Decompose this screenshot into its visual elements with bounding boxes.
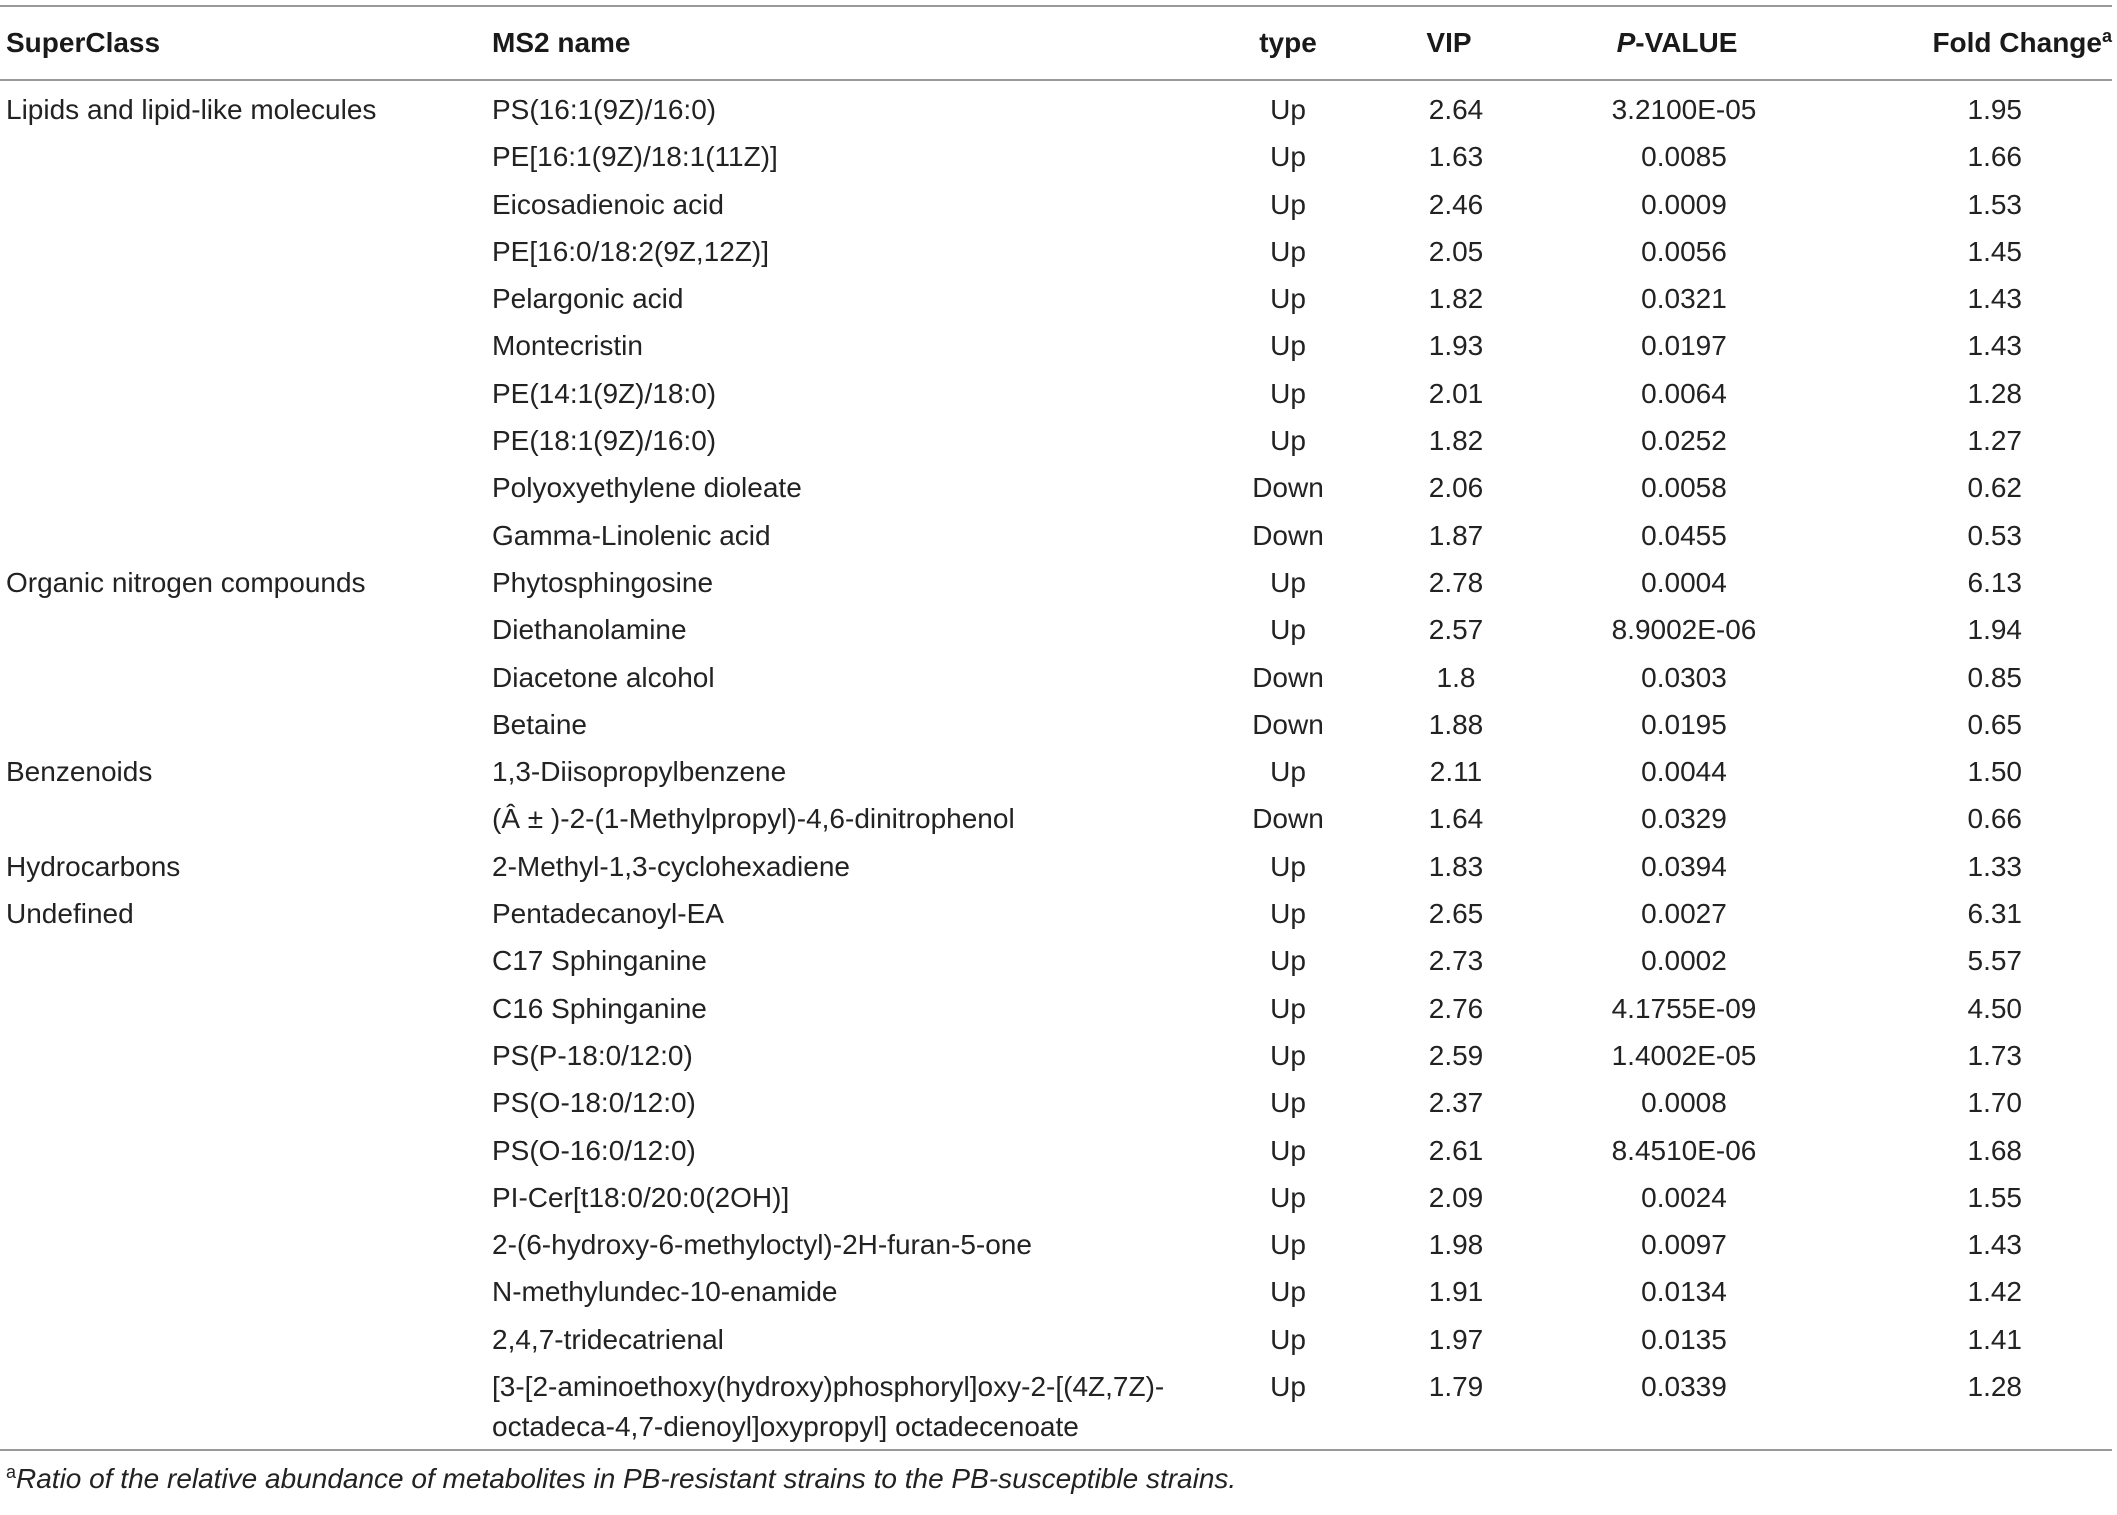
ms2-name-cell xyxy=(492,1367,1208,1447)
table-row xyxy=(0,371,2112,418)
pvalue-cell: 0.0085 xyxy=(1641,141,1727,173)
fold-change-cell: 1.28 xyxy=(1967,1371,2022,1403)
fold-change-cell: 0.62 xyxy=(1967,472,2022,504)
vip-cell: 1.82 xyxy=(1428,283,1484,315)
fold-change-cell: 1.55 xyxy=(1967,1181,2022,1213)
table-row xyxy=(0,276,2112,323)
ms2-name-text: [3-[2-aminoethoxy(hydroxy)phosphoryl]oxy-2-[(4Z,7Z)-octadeca-4,7-dienoyl]oxypropyl] octadecenoate xyxy=(492,1371,1165,1443)
type-cell: Up xyxy=(1270,283,1306,315)
ms2-name-cell xyxy=(492,279,1208,319)
ms2-name-cell xyxy=(492,752,1208,792)
ms2-name-text: 1,3-Diisopropylbenzene xyxy=(492,756,787,788)
header-fold-change xyxy=(1824,23,2112,63)
type-cell: Up xyxy=(1270,141,1306,173)
table-body xyxy=(0,81,2112,1449)
table-row xyxy=(0,796,2112,843)
ms2-name-text: Eicosadienoic acid xyxy=(492,188,724,220)
fold-change-cell: 1.45 xyxy=(1967,235,2022,267)
header-ms2-name: MS2 name xyxy=(492,27,631,58)
fold-change-cell: 1.41 xyxy=(1967,1323,2022,1355)
vip-cell: 2.61 xyxy=(1428,1134,1484,1166)
vip-cell: 2.78 xyxy=(1428,566,1484,598)
vip-cell: 2.64 xyxy=(1428,94,1484,125)
ms2-name-text: Phytosphingosine xyxy=(492,566,714,598)
type-cell: Up xyxy=(1270,1276,1306,1308)
pvalue-cell: 0.0004 xyxy=(1641,566,1727,598)
vip-cell: 2.37 xyxy=(1428,1087,1484,1119)
type-cell: Up xyxy=(1270,756,1306,788)
header-pvalue-italic: P xyxy=(1616,27,1636,58)
ms2-name-cell xyxy=(492,610,1208,650)
vip-cell: 1.79 xyxy=(1428,1371,1484,1403)
fold-change-cell: 1.43 xyxy=(1967,283,2022,315)
ms2-name-text: Gamma-Linolenic acid xyxy=(492,519,771,551)
vip-cell: 1.83 xyxy=(1428,850,1484,882)
table-row xyxy=(0,891,2112,938)
footnote-mark: a xyxy=(6,1462,17,1483)
vip-cell: 1.88 xyxy=(1428,708,1484,740)
header-type: type xyxy=(1259,27,1317,58)
fold-change-cell: 6.31 xyxy=(1967,898,2022,930)
vip-cell: 2.73 xyxy=(1428,945,1484,977)
ms2-name-cell xyxy=(492,563,1208,603)
header-fold-change-label: Fold Change xyxy=(1932,27,2102,58)
type-cell: Up xyxy=(1270,1229,1306,1261)
fold-change-cell: 1.94 xyxy=(1967,614,2022,646)
ms2-name-cell xyxy=(492,468,1208,508)
pvalue-cell: 0.0044 xyxy=(1641,756,1727,788)
type-cell: Up xyxy=(1270,614,1306,646)
ms2-name-text: Montecristin xyxy=(492,330,643,362)
type-cell: Up xyxy=(1270,898,1306,930)
fold-change-cell: 1.27 xyxy=(1967,425,2022,457)
ms2-name-text: N-methylundec-10-enamide xyxy=(492,1276,838,1308)
fold-change-cell: 1.50 xyxy=(1967,756,2022,788)
table-row xyxy=(0,702,2112,749)
ms2-name-cell xyxy=(492,847,1208,887)
table-row xyxy=(0,938,2112,985)
type-cell: Down xyxy=(1252,661,1324,693)
pvalue-cell: 0.0195 xyxy=(1641,708,1727,740)
vip-cell: 2.65 xyxy=(1428,898,1484,930)
superclass-cell: Undefined xyxy=(6,898,134,930)
table-row xyxy=(0,844,2112,891)
header-pvalue xyxy=(1530,23,1824,63)
vip-cell: 2.59 xyxy=(1428,1039,1484,1071)
table-row xyxy=(0,1364,2112,1447)
fold-change-cell: 0.66 xyxy=(1967,803,2022,835)
superclass-cell: Benzenoids xyxy=(6,756,153,788)
header-superclass: SuperClass xyxy=(6,27,161,58)
fold-change-cell: 5.57 xyxy=(1967,945,2022,977)
fold-change-cell: 0.53 xyxy=(1967,519,2022,551)
superclass-cell: Lipids and lipid-like molecules xyxy=(6,94,377,125)
pvalue-cell: 1.4002E-05 xyxy=(1611,1039,1757,1071)
pvalue-cell: 0.0058 xyxy=(1641,472,1727,504)
pvalue-cell: 0.0303 xyxy=(1641,661,1727,693)
type-cell: Down xyxy=(1252,708,1324,740)
vip-cell: 1.64 xyxy=(1428,803,1484,835)
ms2-name-cell xyxy=(492,421,1208,461)
metabolite-table xyxy=(0,5,2112,1495)
table-row xyxy=(0,87,2112,134)
vip-cell: 2.11 xyxy=(1429,756,1483,788)
ms2-name-cell xyxy=(492,705,1208,745)
type-cell: Down xyxy=(1252,519,1324,551)
table-row xyxy=(0,323,2112,370)
ms2-name-text: Polyoxyethylene dioleate xyxy=(492,472,802,504)
table-footnote xyxy=(0,1451,2112,1495)
ms2-name-text: PS(O-16:0/12:0) xyxy=(492,1134,696,1166)
vip-cell: 1.8 xyxy=(1436,661,1476,693)
pvalue-cell: 0.0002 xyxy=(1641,945,1727,977)
fold-change-cell: 6.13 xyxy=(1967,566,2022,598)
superclass-cell: Hydrocarbons xyxy=(6,850,181,882)
header-vip: VIP xyxy=(1426,27,1472,58)
ms2-name-cell xyxy=(492,185,1208,225)
ms2-name-cell xyxy=(492,232,1208,272)
type-cell: Down xyxy=(1252,472,1324,504)
ms2-name-cell xyxy=(492,1131,1208,1171)
pvalue-cell: 0.0134 xyxy=(1641,1276,1727,1308)
ms2-name-text: C17 Sphinganine xyxy=(492,945,707,977)
vip-cell: 1.87 xyxy=(1428,519,1484,551)
fold-change-cell: 1.43 xyxy=(1967,1229,2022,1261)
vip-cell: 1.98 xyxy=(1428,1229,1484,1261)
table-row xyxy=(0,749,2112,796)
ms2-name-cell xyxy=(492,1272,1208,1312)
pvalue-cell: 0.0135 xyxy=(1641,1323,1727,1355)
table-row xyxy=(0,1175,2112,1222)
table-row xyxy=(0,1033,2112,1080)
ms2-name-cell xyxy=(492,989,1208,1029)
vip-cell: 2.05 xyxy=(1428,235,1484,267)
fold-change-cell: 1.95 xyxy=(1967,94,2022,125)
pvalue-cell: 0.0197 xyxy=(1641,330,1727,362)
vip-cell: 2.06 xyxy=(1428,472,1484,504)
ms2-name-cell xyxy=(492,658,1208,698)
pvalue-cell: 0.0097 xyxy=(1641,1229,1727,1261)
fold-change-cell: 1.73 xyxy=(1967,1039,2022,1071)
pvalue-cell: 0.0455 xyxy=(1641,519,1727,551)
ms2-name-text: PS(O-18:0/12:0) xyxy=(492,1087,696,1119)
vip-cell: 1.97 xyxy=(1428,1323,1484,1355)
pvalue-cell: 0.0064 xyxy=(1641,377,1727,409)
table-header-row xyxy=(0,7,2112,79)
ms2-name-text: PI-Cer[t18:0/20:0(2OH)] xyxy=(492,1181,790,1213)
fold-change-cell: 1.70 xyxy=(1967,1087,2022,1119)
fold-change-cell: 1.53 xyxy=(1967,188,2022,220)
type-cell: Up xyxy=(1270,850,1306,882)
ms2-name-text: PE(18:1(9Z)/16:0) xyxy=(492,425,717,457)
ms2-name-text: Diethanolamine xyxy=(492,614,687,646)
table-row xyxy=(0,655,2112,702)
ms2-name-cell xyxy=(492,1083,1208,1123)
type-cell: Up xyxy=(1270,566,1306,598)
ms2-name-text: C16 Sphinganine xyxy=(492,992,707,1024)
ms2-name-text: PS(P-18:0/12:0) xyxy=(492,1039,693,1071)
type-cell: Up xyxy=(1270,945,1306,977)
type-cell: Up xyxy=(1270,1181,1306,1213)
ms2-name-cell xyxy=(492,90,1208,130)
header-fold-change-mark: a xyxy=(2101,26,2112,46)
pvalue-cell: 0.0339 xyxy=(1641,1371,1727,1403)
table-row xyxy=(0,513,2112,560)
pvalue-cell: 3.2100E-05 xyxy=(1611,94,1757,125)
vip-cell: 2.09 xyxy=(1428,1181,1484,1213)
vip-cell: 1.93 xyxy=(1428,330,1484,362)
ms2-name-cell xyxy=(492,1036,1208,1076)
ms2-name-text: Diacetone alcohol xyxy=(492,661,715,693)
table-row xyxy=(0,986,2112,1033)
type-cell: Up xyxy=(1270,377,1306,409)
fold-change-cell: 1.68 xyxy=(1967,1134,2022,1166)
table-row xyxy=(0,607,2112,654)
ms2-name-text: 2-Methyl-1,3-cyclohexadiene xyxy=(492,850,850,882)
pvalue-cell: 0.0394 xyxy=(1641,850,1727,882)
type-cell: Up xyxy=(1270,1039,1306,1071)
type-cell: Up xyxy=(1270,235,1306,267)
type-cell: Up xyxy=(1270,188,1306,220)
ms2-name-cell xyxy=(492,894,1208,934)
ms2-name-cell xyxy=(492,326,1208,366)
fold-change-cell: 0.85 xyxy=(1967,661,2022,693)
type-cell: Up xyxy=(1270,1134,1306,1166)
table-row xyxy=(0,1222,2112,1269)
type-cell: Up xyxy=(1270,1323,1306,1355)
ms2-name-cell xyxy=(492,374,1208,414)
pvalue-cell: 0.0024 xyxy=(1641,1181,1727,1213)
ms2-name-text: Pentadecanoyl-EA xyxy=(492,898,724,930)
pvalue-cell: 0.0008 xyxy=(1641,1087,1727,1119)
table-row xyxy=(0,1128,2112,1175)
pvalue-cell: 8.4510E-06 xyxy=(1611,1134,1757,1166)
ms2-name-cell xyxy=(492,137,1208,177)
vip-cell: 1.63 xyxy=(1428,141,1484,173)
type-cell: Down xyxy=(1252,803,1324,835)
ms2-name-cell xyxy=(492,516,1208,556)
ms2-name-text: PE[16:1(9Z)/18:1(11Z)] xyxy=(492,141,778,173)
ms2-name-text: 2-(6-hydroxy-6-methyloctyl)-2H-furan-5-one xyxy=(492,1229,1032,1261)
table-row xyxy=(0,182,2112,229)
ms2-name-text: PE(14:1(9Z)/18:0) xyxy=(492,377,717,409)
fold-change-cell: 1.66 xyxy=(1967,141,2022,173)
ms2-name-text: (Â ± )-2-(1-Methylpropyl)-4,6-dinitrophenol xyxy=(492,803,1015,835)
fold-change-cell: 1.33 xyxy=(1967,850,2022,882)
fold-change-cell: 4.50 xyxy=(1967,992,2022,1024)
table-row xyxy=(0,465,2112,512)
table-row xyxy=(0,229,2112,276)
type-cell: Up xyxy=(1270,425,1306,457)
type-cell: Up xyxy=(1270,330,1306,362)
pvalue-cell: 0.0056 xyxy=(1641,235,1727,267)
pvalue-cell: 0.0252 xyxy=(1641,425,1727,457)
vip-cell: 1.82 xyxy=(1428,425,1484,457)
vip-cell: 2.01 xyxy=(1428,377,1484,409)
fold-change-cell: 0.65 xyxy=(1967,708,2022,740)
fold-change-cell: 1.43 xyxy=(1967,330,2022,362)
vip-cell: 2.57 xyxy=(1428,614,1484,646)
table-row xyxy=(0,418,2112,465)
footnote-text: Ratio of the relative abundance of metabolites in PB-resistant strains to the PB-susceptible strains. xyxy=(16,1463,1237,1495)
pvalue-cell: 0.0321 xyxy=(1641,283,1727,315)
ms2-name-cell xyxy=(492,941,1208,981)
vip-cell: 1.91 xyxy=(1428,1276,1484,1308)
type-cell: Up xyxy=(1270,1087,1306,1119)
type-cell: Up xyxy=(1270,992,1306,1024)
ms2-name-cell xyxy=(492,799,1208,839)
pvalue-cell: 8.9002E-06 xyxy=(1611,614,1757,646)
pvalue-cell: 0.0009 xyxy=(1641,188,1727,220)
table-row xyxy=(0,1317,2112,1364)
superclass-cell: Organic nitrogen compounds xyxy=(6,566,366,598)
fold-change-cell: 1.28 xyxy=(1967,377,2022,409)
ms2-name-text: Pelargonic acid xyxy=(492,283,684,315)
table-row xyxy=(0,1080,2112,1127)
ms2-name-text: Betaine xyxy=(492,708,587,740)
ms2-name-text: PE[16:0/18:2(9Z,12Z)] xyxy=(492,235,770,267)
table-row xyxy=(0,134,2112,181)
pvalue-cell: 4.1755E-09 xyxy=(1611,992,1757,1024)
vip-cell: 2.76 xyxy=(1428,992,1484,1024)
type-cell: Up xyxy=(1270,94,1306,125)
type-cell: Up xyxy=(1270,1371,1306,1403)
vip-cell: 2.46 xyxy=(1428,188,1484,220)
fold-change-cell: 1.42 xyxy=(1967,1276,2022,1308)
table-row xyxy=(0,560,2112,607)
ms2-name-cell xyxy=(492,1320,1208,1360)
ms2-name-cell xyxy=(492,1225,1208,1265)
ms2-name-cell xyxy=(492,1178,1208,1218)
ms2-name-text: 2,4,7-tridecatrienal xyxy=(492,1323,724,1355)
pvalue-cell: 0.0329 xyxy=(1641,803,1727,835)
table-row xyxy=(0,1269,2112,1316)
ms2-name-text: PS(16:1(9Z)/16:0) xyxy=(492,94,717,125)
header-pvalue-rest: -VALUE xyxy=(1635,27,1738,58)
pvalue-cell: 0.0027 xyxy=(1641,898,1727,930)
